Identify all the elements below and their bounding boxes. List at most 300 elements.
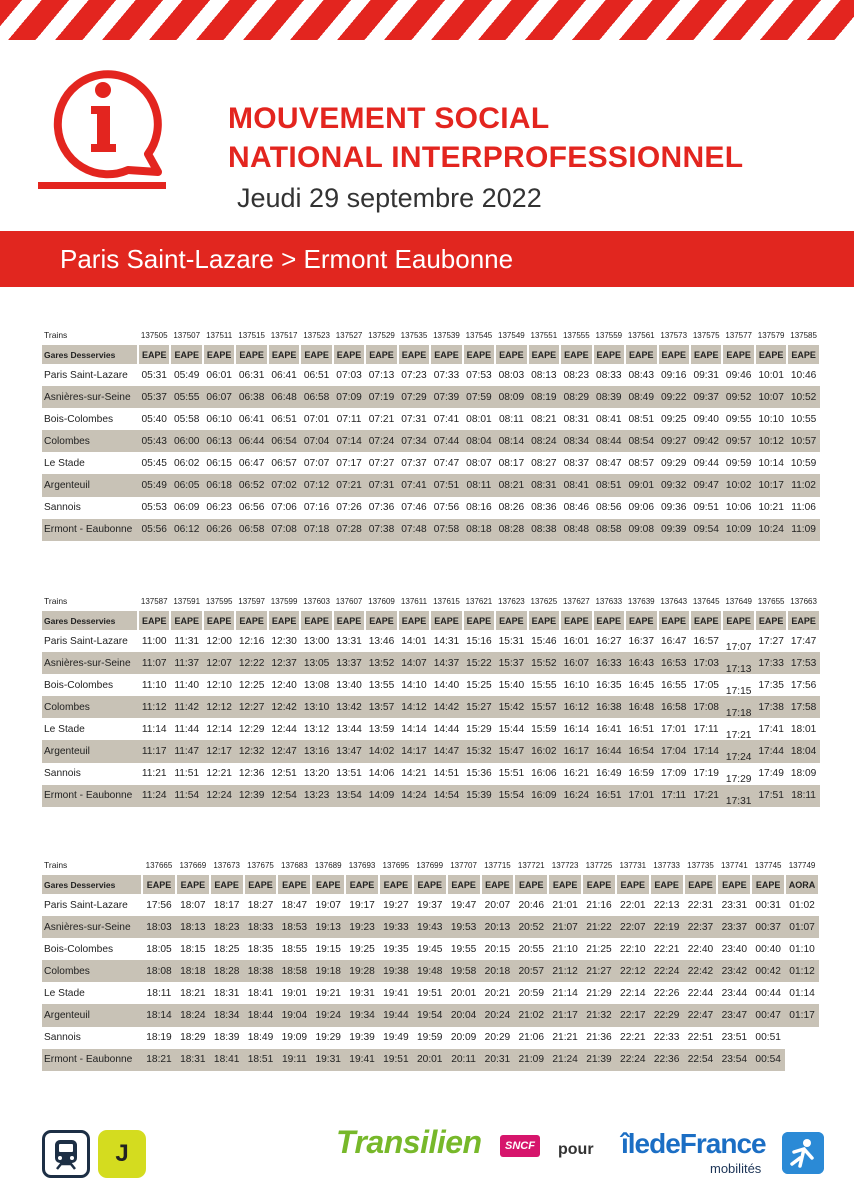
time-cell: 11:09 <box>787 519 819 541</box>
station-name: Colombes <box>42 430 138 452</box>
time-cell: 22:19 <box>650 916 684 938</box>
time-cell: 18:05 <box>146 943 172 955</box>
time-cell: 18:25 <box>213 943 240 955</box>
station-row <box>42 740 820 762</box>
time-cell: 12:42 <box>268 696 300 718</box>
time-cell: 09:39 <box>658 519 690 541</box>
time-cell: 07:41 <box>398 474 430 496</box>
time-cell: 17:04 <box>658 740 690 762</box>
time-cell: 00:51 <box>755 1032 781 1044</box>
mission-code: EAPE <box>787 611 819 630</box>
gares-label: Gares Desservies <box>42 611 138 630</box>
time-cell: 07:51 <box>430 474 462 496</box>
time-cell: 07:41 <box>433 413 460 425</box>
time-cell: 15:36 <box>466 768 492 780</box>
train-number: 137523 <box>303 330 330 340</box>
station-row <box>42 386 820 408</box>
time-cell: 19:38 <box>379 960 413 982</box>
time-cell: 11:51 <box>174 768 200 780</box>
time-cell: 20:15 <box>484 943 511 955</box>
time-cell: 07:28 <box>333 519 365 541</box>
station-row <box>42 696 820 718</box>
time-cell: 14:07 <box>398 652 430 674</box>
train-number: 137721 <box>517 860 545 870</box>
time-cell: 07:06 <box>271 502 297 514</box>
time-cell: 05:58 <box>173 413 200 425</box>
time-cell: 16:37 <box>628 635 655 647</box>
mission-code: EAPE <box>495 611 527 630</box>
time-cell: 06:05 <box>170 474 202 496</box>
time-cell: 16:24 <box>560 785 592 807</box>
time-cell: 21:12 <box>548 960 582 982</box>
time-cell: 08:57 <box>628 457 655 469</box>
time-cell: 08:48 <box>560 519 592 541</box>
time-cell: 20:01 <box>413 1049 447 1071</box>
time-cell: 07:59 <box>463 386 495 408</box>
time-cell: 11:06 <box>791 502 816 514</box>
mission-code: EAPE <box>170 611 202 630</box>
time-cell: 06:38 <box>235 386 267 408</box>
mission-code: EAPE <box>463 345 495 364</box>
time-cell: 10:09 <box>722 519 754 541</box>
train-number: 137615 <box>433 596 460 606</box>
time-cell: 15:29 <box>466 723 492 735</box>
time-cell: 11:21 <box>141 768 167 780</box>
time-value: 17:29 <box>725 774 752 786</box>
time-cell: 17:21 <box>690 785 722 807</box>
mobilites-label: mobilités <box>710 1161 762 1176</box>
time-cell: 11:31 <box>174 635 200 647</box>
time-cell: 07:21 <box>368 413 395 425</box>
time-cell: 14:02 <box>365 740 397 762</box>
time-cell: 20:24 <box>481 1004 515 1026</box>
time-cell: 07:08 <box>268 519 300 541</box>
time-cell: 17:44 <box>755 740 787 762</box>
time-cell: 06:10 <box>206 413 232 425</box>
station-row <box>42 1027 819 1049</box>
time-cell: 12:00 <box>206 635 232 647</box>
time-cell: 19:15 <box>315 943 341 955</box>
time-cell: 16:45 <box>628 679 655 691</box>
time-cell: 08:07 <box>466 457 492 469</box>
station-row <box>42 452 820 474</box>
time-cell: 10:10 <box>758 413 784 425</box>
train-number: 137741 <box>720 860 748 870</box>
time-cell: 09:54 <box>690 519 722 541</box>
time-cell: 08:09 <box>495 386 527 408</box>
time-cell: 18:49 <box>247 1032 274 1044</box>
mission-code: EAPE <box>379 875 413 894</box>
time-cell: 10:12 <box>755 430 787 452</box>
time-cell: 15:32 <box>463 740 495 762</box>
train-number: 137515 <box>238 330 265 340</box>
mission-code: EAPE <box>690 611 722 630</box>
time-cell: 09:59 <box>725 457 752 469</box>
train-number: 137675 <box>247 860 274 870</box>
time-cell: 06:00 <box>170 430 202 452</box>
time-cell: 18:44 <box>244 1004 278 1026</box>
time-cell: 18:51 <box>244 1049 278 1071</box>
train-number: 137731 <box>619 860 647 870</box>
train-number: 137735 <box>687 860 714 870</box>
time-cell: 08:44 <box>593 430 625 452</box>
time-cell: 08:34 <box>560 430 592 452</box>
time-cell: 01:02 <box>789 899 815 911</box>
station-name: Sannois <box>44 502 81 514</box>
time-cell: 21:01 <box>552 899 578 911</box>
time-cell: 16:09 <box>528 785 560 807</box>
train-number: 137559 <box>595 330 623 340</box>
train-number: 137639 <box>627 596 655 606</box>
time-cell: 18:14 <box>142 1004 176 1026</box>
time-cell: 19:29 <box>315 1032 341 1044</box>
time-cell: 01:17 <box>785 1004 819 1026</box>
time-cell: 05:45 <box>141 457 167 469</box>
time-cell: 12:16 <box>238 635 265 647</box>
station-name: Colombes <box>42 696 138 718</box>
time-cell: 14:51 <box>433 768 460 780</box>
mission-code: EAPE <box>787 345 819 364</box>
time-cell: 18:34 <box>210 1004 244 1026</box>
route-label: Paris Saint-Lazare > Ermont Eaubonne <box>60 244 514 274</box>
time-cell: 08:21 <box>495 474 527 496</box>
time-cell: 08:24 <box>528 430 560 452</box>
time-cell: 05:55 <box>170 386 202 408</box>
time-cell: 16:12 <box>560 696 592 718</box>
time-cell: 13:12 <box>303 723 330 735</box>
time-cell: 09:27 <box>658 430 690 452</box>
time-cell: 19:43 <box>413 916 447 938</box>
station-name: Le Stade <box>44 723 85 735</box>
time-cell: 23:31 <box>721 899 748 911</box>
time-cell: 08:28 <box>495 519 527 541</box>
mission-code: EAPE <box>481 875 515 894</box>
mission-code: EAPE <box>658 345 690 364</box>
station-row <box>42 763 820 785</box>
mission-code: EAPE <box>528 611 560 630</box>
time-cell: 12:12 <box>203 696 235 718</box>
time-cell: 01:07 <box>785 916 819 938</box>
info-speech-bubble-icon <box>36 58 170 194</box>
time-cell: 10:55 <box>790 413 817 425</box>
time-cell: 08:49 <box>625 386 657 408</box>
train-number: 137607 <box>335 596 363 606</box>
time-cell: 19:39 <box>349 1032 375 1044</box>
time-cell: 07:48 <box>398 519 430 541</box>
time-cell: 23:47 <box>717 1004 751 1026</box>
time-cell: 14:40 <box>433 679 460 691</box>
time-cell: 13:40 <box>336 679 362 691</box>
time-cell: 18:29 <box>180 1032 206 1044</box>
mission-code: EAPE <box>430 611 462 630</box>
time-cell: 14:44 <box>433 723 460 735</box>
time-cell: 17:14 <box>690 740 722 762</box>
time-cell: 20:57 <box>514 960 548 982</box>
time-cell: 22:47 <box>684 1004 718 1026</box>
time-cell: 18:21 <box>180 987 206 999</box>
time-cell: 09:46 <box>725 369 752 381</box>
time-cell: 09:44 <box>693 457 719 469</box>
time-cell: 18:23 <box>210 916 244 938</box>
time-cell: 17:49 <box>758 768 784 780</box>
time-cell: 21:36 <box>586 1032 612 1044</box>
mission-code: EAPE <box>582 875 616 894</box>
time-cell: 06:44 <box>235 430 267 452</box>
time-cell: 23:54 <box>717 1049 751 1071</box>
mission-code: EAPE <box>722 611 754 630</box>
time-cell: 13:16 <box>300 740 332 762</box>
time-cell: 06:57 <box>271 457 297 469</box>
time-cell: 22:21 <box>653 943 680 955</box>
time-cell: 09:01 <box>625 474 657 496</box>
time-cell: 15:37 <box>495 652 527 674</box>
time-cell: 19:45 <box>416 943 443 955</box>
time-cell: 15:59 <box>531 723 557 735</box>
time-cell: 19:51 <box>379 1049 413 1071</box>
time-cell: 07:24 <box>365 430 397 452</box>
time-cell: 13:42 <box>333 696 365 718</box>
train-number: 137693 <box>348 860 376 870</box>
time-cell: 07:14 <box>333 430 365 452</box>
time-cell: 07:31 <box>401 413 427 425</box>
mission-code: EAPE <box>277 875 311 894</box>
time-cell: 20:13 <box>481 916 515 938</box>
time-cell: 07:29 <box>398 386 430 408</box>
time-cell: 07:21 <box>333 474 365 496</box>
time-cell: 12:25 <box>238 679 265 691</box>
time-cell: 14:47 <box>430 740 462 762</box>
time-cell: 08:01 <box>466 413 492 425</box>
time-cell: 20:04 <box>447 1004 481 1026</box>
time-cell: 18:31 <box>176 1049 210 1071</box>
time-cell: 20:55 <box>518 943 545 955</box>
mission-code: EAPE <box>333 345 365 364</box>
warning-stripes <box>0 0 854 40</box>
time-cell: 06:26 <box>203 519 235 541</box>
station-row <box>42 519 820 541</box>
train-number: 137555 <box>562 330 590 340</box>
time-cell: 20:01 <box>450 987 477 999</box>
time-cell: 00:54 <box>751 1049 785 1071</box>
time-cell: 07:46 <box>401 502 427 514</box>
time-cell: 06:18 <box>203 474 235 496</box>
time-cell: 16:55 <box>660 679 687 691</box>
time-cell: 11:42 <box>170 696 202 718</box>
time-cell: 05:31 <box>141 369 167 381</box>
mission-code: EAPE <box>203 611 235 630</box>
time-cell: 08:14 <box>495 430 527 452</box>
train-number: 137627 <box>562 596 590 606</box>
time-cell: 14:14 <box>401 723 427 735</box>
time-cell: 13:59 <box>368 723 395 735</box>
train-number: 137579 <box>757 330 785 340</box>
time-value: 17:18 <box>725 707 752 719</box>
time-cell: 13:46 <box>368 635 395 647</box>
train-number: 137665 <box>145 860 173 870</box>
station-name: Paris Saint-Lazare <box>44 369 128 381</box>
time-cell: 08:03 <box>498 369 525 381</box>
time-cell: 07:47 <box>433 457 460 469</box>
time-cell: 09:06 <box>628 502 655 514</box>
time-cell: 22:24 <box>616 1049 650 1071</box>
time-cell: 06:54 <box>268 430 300 452</box>
station-name: Argenteuil <box>42 740 138 762</box>
time-cell: 21:06 <box>518 1032 545 1044</box>
mission-code: EAPE <box>690 345 722 364</box>
time-cell: 07:18 <box>300 519 332 541</box>
time-cell: 19:21 <box>315 987 341 999</box>
time-cell: 09:16 <box>660 369 687 381</box>
time-cell: 19:27 <box>383 899 409 911</box>
time-cell: 11:40 <box>174 679 200 691</box>
mission-code: EAPE <box>300 345 332 364</box>
time-cell <box>722 763 754 785</box>
mission-code: EAPE <box>463 611 495 630</box>
station-row <box>42 960 819 982</box>
train-icon <box>42 1130 90 1178</box>
time-cell: 20:09 <box>450 1032 477 1044</box>
time-cell: 09:32 <box>658 474 690 496</box>
time-cell: 16:21 <box>563 768 590 780</box>
time-cell: 07:07 <box>303 457 330 469</box>
time-cell: 15:57 <box>528 696 560 718</box>
time-cell: 17:35 <box>758 679 784 691</box>
train-number: 137643 <box>660 596 688 606</box>
time-cell: 08:18 <box>463 519 495 541</box>
time-cell: 08:41 <box>560 474 592 496</box>
time-cell: 18:17 <box>213 899 240 911</box>
time-cell: 16:49 <box>596 768 622 780</box>
time-cell: 22:42 <box>684 960 718 982</box>
time-cell: 12:37 <box>268 652 300 674</box>
mission-code: EAPE <box>717 875 751 894</box>
time-cell: 17:53 <box>787 652 819 674</box>
time-cell: 08:46 <box>563 502 590 514</box>
mission-code: EAPE <box>447 875 481 894</box>
train-number: 137551 <box>530 330 558 340</box>
time-cell: 16:51 <box>628 723 655 735</box>
time-cell: 06:51 <box>303 369 330 381</box>
time-cell: 07:56 <box>433 502 460 514</box>
train-number: 137575 <box>692 330 720 340</box>
time-cell: 09:52 <box>722 386 754 408</box>
time-cell: 19:59 <box>416 1032 443 1044</box>
mission-code: EAPE <box>170 345 202 364</box>
station-name: Sannois <box>44 1032 81 1044</box>
time-cell: 07:19 <box>365 386 397 408</box>
time-cell: 19:54 <box>413 1004 447 1026</box>
time-value: 17:21 <box>725 729 752 741</box>
train-number: 137535 <box>400 330 428 340</box>
time-cell: 08:54 <box>625 430 657 452</box>
train-number: 137621 <box>465 596 493 606</box>
time-cell: 19:44 <box>379 1004 413 1026</box>
time-cell: 12:29 <box>238 723 265 735</box>
time-cell <box>722 630 754 652</box>
time-cell: 21:27 <box>582 960 616 982</box>
time-cell: 06:01 <box>206 369 232 381</box>
time-cell: 05:49 <box>173 369 200 381</box>
time-cell: 12:30 <box>271 635 297 647</box>
time-cell: 12:44 <box>271 723 297 735</box>
time-cell: 18:04 <box>787 740 819 762</box>
time-cell: 23:42 <box>717 960 751 982</box>
time-cell: 10:24 <box>755 519 787 541</box>
time-cell: 09:51 <box>693 502 719 514</box>
time-cell: 21:17 <box>548 1004 582 1026</box>
time-cell: 08:21 <box>531 413 557 425</box>
time-cell: 19:53 <box>447 916 481 938</box>
station-name: Ermont - Eaubonne <box>42 1049 142 1071</box>
time-cell: 19:41 <box>383 987 409 999</box>
time-cell: 17:09 <box>660 768 687 780</box>
mission-code: EAPE <box>722 345 754 364</box>
train-number: 137561 <box>627 330 655 340</box>
time-cell: 18:18 <box>176 960 210 982</box>
time-cell: 17:56 <box>146 899 172 911</box>
time-cell: 13:44 <box>336 723 362 735</box>
time-cell: 16:35 <box>596 679 622 691</box>
time-cell: 22:14 <box>620 987 646 999</box>
time-cell: 18:28 <box>210 960 244 982</box>
time-cell: 10:14 <box>758 457 784 469</box>
station-name: Asnières-sur-Seine <box>42 916 142 938</box>
time-cell: 11:07 <box>138 652 170 674</box>
time-cell: 09:40 <box>693 413 719 425</box>
mission-code-row <box>42 345 820 364</box>
time-value: 17:31 <box>725 796 752 808</box>
time-cell: 22:37 <box>684 916 718 938</box>
train-number: 137715 <box>484 860 511 870</box>
train-number: 137689 <box>314 860 342 870</box>
mission-code: EAPE <box>560 345 592 364</box>
time-cell: 18:58 <box>277 960 311 982</box>
time-cell: 18:01 <box>790 723 817 735</box>
time-cell: 21:32 <box>582 1004 616 1026</box>
time-cell: 11:24 <box>138 785 170 807</box>
train-number: 137645 <box>692 596 720 606</box>
time-cell: 12:47 <box>268 740 300 762</box>
time-cell: 18:27 <box>247 899 274 911</box>
time-cell: 16:43 <box>625 652 657 674</box>
time-cell: 00:44 <box>755 987 781 999</box>
time-cell: 14:42 <box>430 696 462 718</box>
train-number: 137663 <box>790 596 817 606</box>
time-cell: 17:05 <box>693 679 719 691</box>
train-number: 137597 <box>238 596 265 606</box>
time-cell: 14:06 <box>368 768 395 780</box>
time-cell: 15:39 <box>463 785 495 807</box>
time-cell: 18:09 <box>790 768 817 780</box>
train-number: 137603 <box>303 596 330 606</box>
train-number: 137733 <box>653 860 680 870</box>
time-cell: 10:01 <box>758 369 784 381</box>
time-cell: 09:47 <box>690 474 722 496</box>
time-cell: 09:25 <box>660 413 687 425</box>
time-cell: 08:56 <box>596 502 622 514</box>
time-cell: 08:39 <box>593 386 625 408</box>
time-cell <box>722 652 754 674</box>
time-cell: 19:55 <box>450 943 477 955</box>
time-cell: 16:38 <box>593 696 625 718</box>
station-name: Ermont - Eaubonne <box>42 519 138 541</box>
time-cell: 22:01 <box>620 899 646 911</box>
time-cell: 14:24 <box>398 785 430 807</box>
time-cell: 19:34 <box>345 1004 379 1026</box>
time-cell: 12:21 <box>206 768 232 780</box>
timetable-morning <box>42 325 821 541</box>
time-cell: 13:10 <box>300 696 332 718</box>
